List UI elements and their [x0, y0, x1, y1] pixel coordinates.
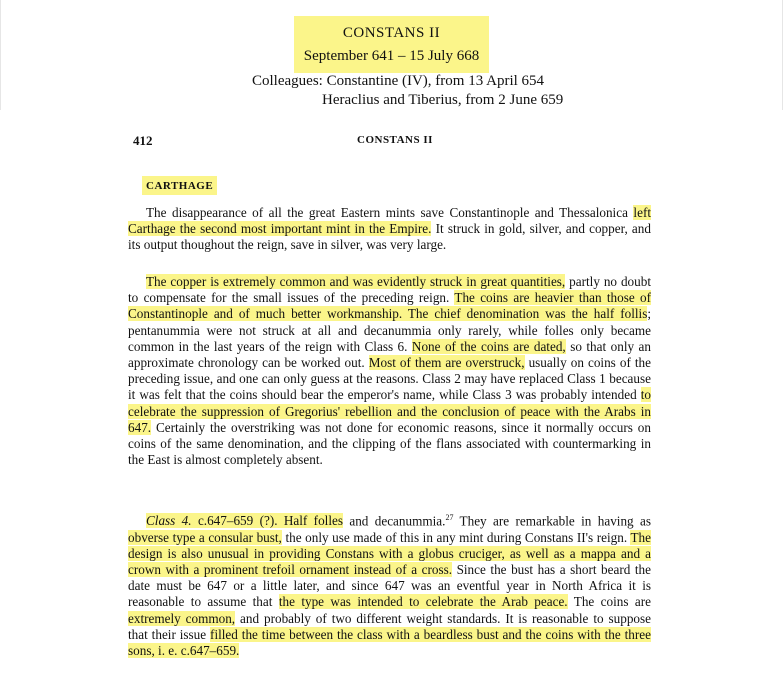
p2-highlight-i: to celebrate the suppression of Gregorius' rebellion and the conclusion of peace with the Arabs in 647. — [128, 387, 651, 435]
p3-highlight-a: c.647–659 (?). Half folles — [191, 513, 343, 529]
paragraph-3 — [128, 510, 651, 659]
p3-class-label-highlight — [146, 513, 343, 528]
p3-highlight-l: filled the time between the class with a beardless bust and the coins with the three sons, i. e. c.647–659. — [128, 626, 651, 659]
running-head: CONSTANS II — [357, 134, 433, 146]
p2-text-d: ; pentanummia were not struck at all and decanummia only rarely, while folles only became common in the last years of the reign with Class 6. — [128, 306, 651, 354]
p2-text-b: partly no doubt to compensate for the small issues of the preceding reign. — [128, 274, 651, 306]
p3-text-i: The coins are — [567, 594, 651, 610]
title-highlight — [294, 16, 489, 73]
p3-highlight-f: The design is also unusual in providing Constans with a globus cruciger, as well as a mappa and a crown with a prominent trefoil ornament instead of a cross. — [128, 529, 651, 577]
paragraph-1 — [128, 205, 651, 254]
p3-text-k: and probably of two different weight standards. It is reasonable to suppose that their issue — [128, 610, 652, 642]
p1-text-c: It struck in gold, silver, and copper, and its output thoughout the reign, save in silver, was very large. — [128, 221, 651, 253]
section-heading: CARTHAGE — [142, 176, 217, 195]
p2-highlight-c: The coins are heavier than those of Constantinople and of much better workmanship. The chief denomination was the half follis — [128, 290, 651, 322]
p3-highlight-d: obverse type a consular bust, — [128, 529, 282, 545]
p3-class-label: Class 4. — [146, 513, 192, 529]
p2-text-h: usually on coins of the preceding issue, and one can only guess at the reasons. Class 2 may have replaced Class 1 because it was felt that the coins should bear the emperor's name, while Class 3 was probably intended — [128, 355, 652, 403]
p2-highlight-a: The copper is extremely common and was evidently struck in great quantities, — [146, 274, 566, 289]
footnote-marker: 27 — [445, 513, 454, 522]
paragraph-2 — [128, 274, 651, 468]
p2-highlight-g: Most of them are overstruck, — [368, 355, 525, 371]
colleagues-line-1: Colleagues: Constantine (IV), from 13 April 654 — [252, 73, 545, 89]
p3-text-b: and decanummia. — [343, 513, 446, 529]
colleagues-block — [252, 72, 563, 110]
page-number: 412 — [133, 133, 153, 148]
colleagues-line-2: Heraclius and Tiberius, from 2 June 659 — [322, 92, 564, 108]
title-block — [0, 16, 783, 73]
p3-text-c: They are remarkable in having as — [453, 513, 651, 529]
p3-highlight-h: the type was intended to celebrate the Arab peace. — [278, 594, 568, 610]
p2-text-j: Certainly the overstriking was not done for economic reasons, since it normally occurs on coins of the same denomination, and the clipping of the flans associated with countermarking in the East is almost completely absent. — [128, 419, 651, 468]
p2-text-f: so that only an approximate chronology can be worked out. — [128, 338, 651, 371]
p3-text-g: Since the bust has a short beard the date must be 647 or a little later, and since 647 was an eventful year in North Africa it is reasonable to assume that — [128, 562, 651, 610]
reign-dates: September 641 – 15 July 668 — [303, 48, 480, 64]
p2-highlight-e: None of the coins are dated, — [411, 338, 566, 354]
p1-text-a: The disappearance of all the great Eastern mints save Constantinople and Thessalonica — [146, 205, 634, 220]
p3-highlight-j: extremely common, — [128, 610, 236, 626]
page-title: CONSTANS II — [342, 25, 441, 41]
p3-text-e: the only use made of this in any mint during Constans II's reign. — [281, 529, 631, 545]
p1-highlight-b: left Carthage the second most important mint in the Empire. — [128, 205, 651, 237]
